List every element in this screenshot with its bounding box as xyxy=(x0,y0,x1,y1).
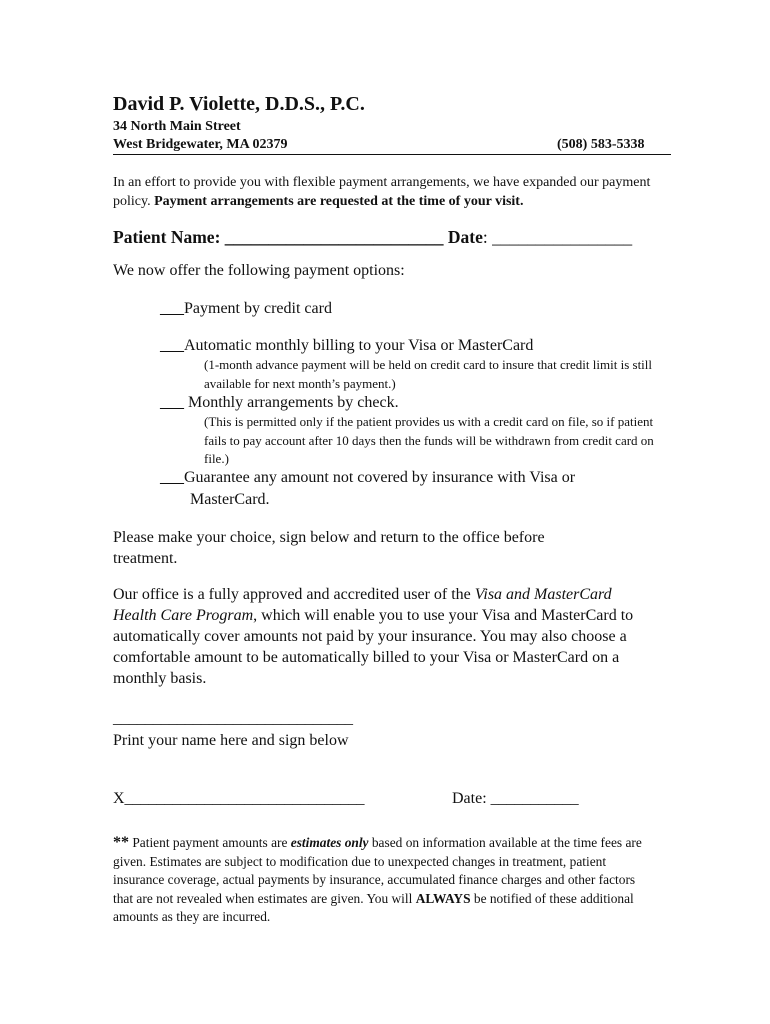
patient-name-line xyxy=(113,227,632,248)
intro-bold-text: Payment arrangements are requested at the time of your visit. xyxy=(154,193,524,209)
intro-text: In an effort to provide you with flexible payment arrangements, we have expanded our payment policy. xyxy=(113,175,651,209)
option-label: Payment by credit card xyxy=(184,300,332,317)
option-checkbox-blank[interactable]: ___ xyxy=(160,394,184,411)
program-text-after: , which will enable you to use your Visa and MasterCard to automatically cover amounts not paid by your insurance. You may also choose a comfortable amount to be automatically billed to your Visa or MasterCard on a monthly basis. xyxy=(113,607,634,687)
option-check-arrangements xyxy=(160,394,399,412)
option-checkbox-blank[interactable]: ___ xyxy=(160,300,184,317)
option-label: Monthly arrangements by check. xyxy=(184,394,399,411)
option-checkbox-blank[interactable]: ___ xyxy=(160,337,184,354)
intro-paragraph xyxy=(113,174,658,211)
option-monthly-billing xyxy=(160,337,533,355)
option-credit-card xyxy=(160,300,332,318)
disclaimer-text-middle: based on information available at the time fees are given. Estimates are subject to modification due to unexpected changes in treatment, patient insurance coverage, actual payments by insurance, accumulated finance charges and other factors that are not revealed when estimates are given. You will xyxy=(113,835,642,906)
option-guarantee xyxy=(160,469,575,487)
print-name-line[interactable]: ______________________________ xyxy=(113,710,353,727)
header-divider xyxy=(113,154,671,155)
program-paragraph xyxy=(113,584,658,689)
program-text-before: Our office is a fully approved and accredited user of the xyxy=(113,586,475,603)
signature-line[interactable]: X______________________________ xyxy=(113,790,365,807)
options-intro: We now offer the following payment options: xyxy=(113,262,405,279)
practice-name: David P. Violette, D.D.S., P.C. xyxy=(113,93,365,115)
option-note: (This is permitted only if the patient provides us with a credit card on file, so if patient fails to pay account after 10 days then the funds will be withdrawn from credit card on file.) xyxy=(204,414,654,466)
print-name-label: Print your name here and sign below xyxy=(113,732,349,749)
disclaimer-always: ALWAYS xyxy=(415,890,471,906)
disclaimer-emphasis: estimates only xyxy=(290,835,369,850)
option-label: Automatic monthly billing to your Visa or MasterCard xyxy=(184,337,534,354)
patient-date-label: Date xyxy=(447,227,483,247)
disclaimer-stars: ** xyxy=(113,834,129,851)
option-label-continued: MasterCard. xyxy=(190,491,270,508)
option-checkbox-blank[interactable]: ___ xyxy=(160,469,184,486)
address-line-2: West Bridgewater, MA 02379 xyxy=(113,137,288,152)
patient-date-field[interactable]: : ________________ xyxy=(482,227,633,247)
program-name: Visa and MasterCard Health Care Program xyxy=(113,586,612,624)
option-label: Guarantee any amount not covered by insurance with Visa or xyxy=(184,469,576,486)
disclaimer-text-after: be notified of these additional amounts as they are incurred. xyxy=(113,890,634,924)
disclaimer-text-before: Patient payment amounts are xyxy=(129,835,291,850)
address-line-1: 34 North Main Street xyxy=(113,119,241,134)
phone-number: (508) 583-5338 xyxy=(557,137,645,152)
disclaimer-paragraph xyxy=(113,834,648,927)
signature-date-line[interactable]: Date: ___________ xyxy=(452,790,579,807)
choice-paragraph: Please make your choice, sign below and return to the office before treatment. xyxy=(113,529,545,567)
option-note: (1-month advance payment will be held on credit card to insure that credit limit is still available for next month’s payment.) xyxy=(204,357,653,391)
patient-name-field[interactable]: Patient Name: _________________________ xyxy=(113,227,444,247)
